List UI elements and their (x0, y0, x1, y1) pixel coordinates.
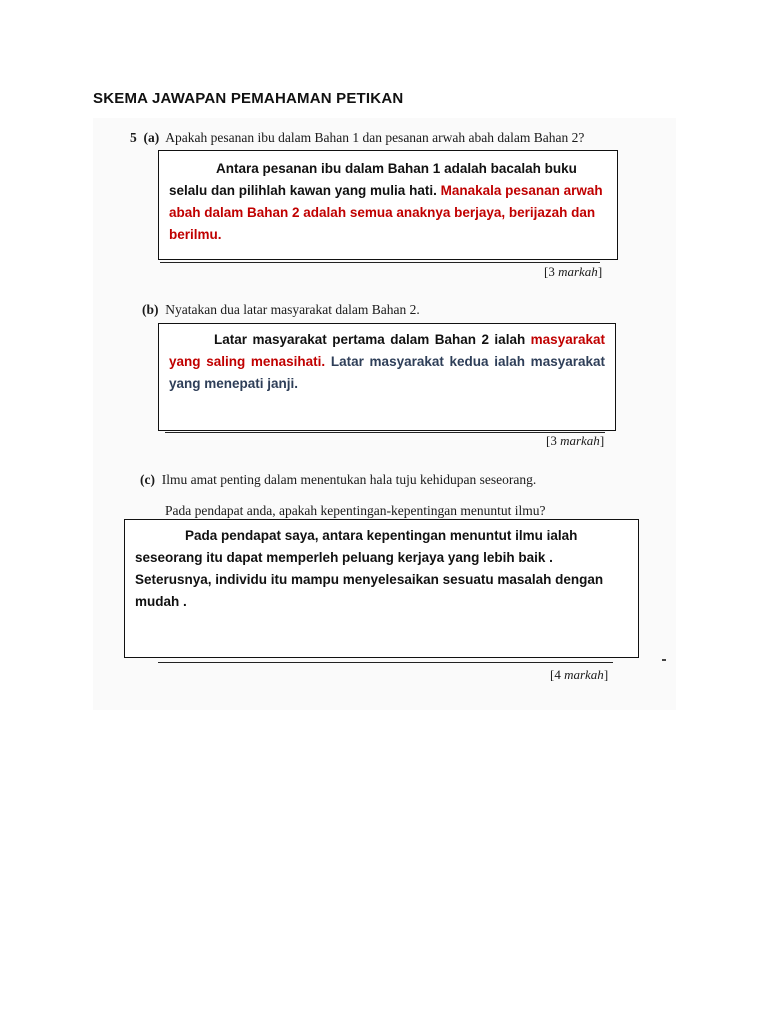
answer-line-b (165, 432, 605, 433)
marks-c: [4 markah] (550, 667, 609, 682)
marks-b: [3 markah] (546, 433, 605, 448)
scan-mark (662, 659, 666, 661)
answer-b-text: Latar masyarakat pertama dalam Bahan 2 ialah (214, 332, 526, 347)
answer-box-c (124, 519, 639, 658)
markah-word: markah (564, 667, 604, 682)
answer-b-highlight-red: masyarakat yang saling menasihati. (169, 332, 605, 369)
answer-a-text: Antara pesanan ibu dalam Bahan 1 adalah bacalah buku selalu dan pilihlah kawan yang mulia hati. (169, 161, 577, 198)
question-a-part: (a) (143, 130, 160, 145)
answer-box-b (158, 323, 616, 431)
answer-line-a (160, 262, 600, 263)
answer-b-highlight-blue: Latar masyarakat kedua ialah masyarakat yang menepati janji. (169, 354, 605, 391)
markah-word: markah (558, 264, 598, 279)
answer-a-highlight: Manakala pesanan arwah abah dalam Bahan 2 adalah semua anaknya berjaya, berijazah dan berilmu. (169, 183, 603, 242)
answer-line-c (158, 662, 613, 663)
markah-word: markah (560, 433, 600, 448)
question-b-part: (b) (142, 302, 159, 317)
page-title: SKEMA JAWAPAN PEMAHAMAN PETIKAN (93, 90, 404, 107)
question-b (142, 302, 420, 318)
question-c-text: Ilmu amat penting dalam menentukan hala tuju kehidupan seseorang. (161, 472, 537, 487)
question-c-prompt: Pada pendapat anda, apakah kepentingan-kepentingan menuntut ilmu? (165, 503, 546, 518)
question-c (140, 472, 536, 488)
question-b-text: Nyatakan dua latar masyarakat dalam Bahan 2. (165, 302, 420, 317)
marks-a: [3 markah] (544, 264, 603, 279)
question-a (130, 130, 584, 146)
question-c-part: (c) (140, 472, 155, 487)
answer-box-a (158, 150, 618, 260)
answer-c-text: Pada pendapat saya, antara kepentingan menuntut ilmu ialah seseorang itu dapat memperleh peluang kerjaya yang lebih baik . Seterusnya, individu itu mampu menyelesaikan sesuatu masalah dengan mudah . (135, 528, 604, 609)
question-number: 5 (130, 130, 137, 145)
question-a-text: Apakah pesanan ibu dalam Bahan 1 dan pesanan arwah abah dalam Bahan 2? (165, 130, 585, 145)
